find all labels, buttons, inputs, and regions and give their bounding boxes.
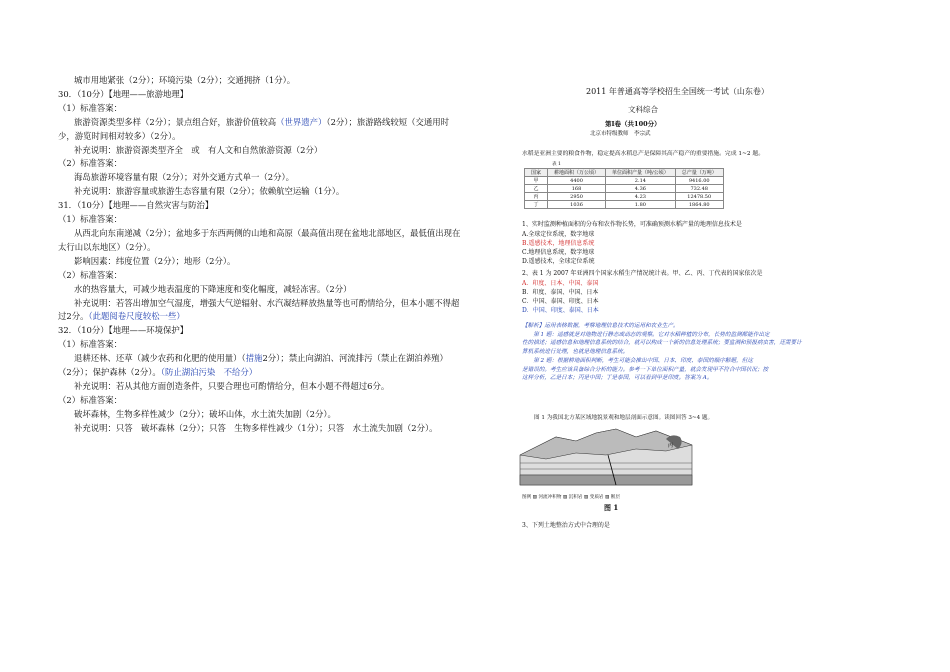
table-row — [525, 201, 724, 209]
table-caption: 表 1 — [552, 162, 561, 167]
table-header-row — [525, 169, 724, 177]
question-intro: 水稻是亚洲主要的粮食作物，稳定提高水稻总产是保障其高产稳产的重要措施。完成 1~2 题。 — [522, 151, 764, 157]
answer-line: （1）标准答案： — [58, 214, 122, 225]
table-cell: 1864.80 — [675, 201, 723, 209]
highlight-note: （此题阅卷尺度较松一些） — [88, 311, 185, 322]
exam-title: 2011 年普通高等学校招生全国统一考试（山东卷） — [586, 87, 769, 96]
q1-option-a: A.全球定位系统，数字地球 — [522, 231, 595, 238]
rice-table — [524, 168, 724, 209]
analysis-block — [522, 322, 802, 383]
answer-line: （2）标准答案： — [58, 394, 122, 405]
answer-line: 补充说明：旅游容量或旅游生态容量有限（2分）；依赖航空运输（1分）。 — [74, 186, 345, 197]
figure-label: 图 1 — [604, 503, 619, 512]
question-2: 2、表 1 为 2007 年亚洲四个国家水稻生产情况统计表。甲、乙、丙、丁代表的国家依次是 — [522, 270, 763, 277]
q1-option-b: B.遥感技术，地理信息系统 — [522, 240, 595, 247]
exam-subtitle: 文科综合 — [628, 105, 658, 114]
answer-line: 32．（10分）【地理——环境保护】 — [58, 325, 189, 336]
highlight-note: （防止湖泊污染 不给分） — [160, 367, 258, 378]
table-header: 国家 — [525, 169, 548, 177]
answer-line: 城市用地紧张（2分）；环境污染（2分）；交通拥挤（1分）。 — [74, 75, 296, 85]
answer-line: 退耕还林、还草（减少农药和化肥的使用量）（措施2分）；禁止向湖泊、河流排污（禁止在湖泊养殖） — [74, 353, 448, 364]
table-header: 耕地面积（万公顷） — [548, 169, 606, 177]
analysis-line: 第 1 题：遥感就是对地物进行静态或动态的观察。它对水稻种植的分布，长势的监测都能作出定 — [522, 331, 770, 338]
q1-option-c: C.地理信息系统，数字地球 — [522, 249, 595, 256]
highlight-note: 措施 — [245, 353, 263, 364]
q2-option-c: C．中国、泰国、印度、日本 — [522, 298, 599, 305]
answer-line: 30．（10分）【地理——旅游地理】 — [58, 88, 189, 99]
table-cell: 甲 — [525, 177, 548, 185]
table-row — [525, 185, 724, 193]
section-title: 第Ⅰ卷（共100分） — [605, 120, 661, 128]
answer-line: （2）标准答案： — [58, 269, 122, 280]
answer-line: 从西北向东南递减（2分）；盆地多于东西两侧的山地和高原（最高值出现在盆地北部地区，最低值出现在 — [74, 227, 461, 238]
analysis-line: 这样分析，乙是日本；丙是中国；丁是泰国，可以看到甲是印度。答案为 A。 — [522, 375, 713, 382]
answer-line: 破坏森林，生物多样性减少（2分）；破坏山体，水土流失加剧（2分）。 — [74, 408, 336, 419]
table-cell: 12478.50 — [675, 193, 723, 201]
answer-line: （1）标准答案： — [58, 339, 122, 350]
left-answer-column — [58, 74, 478, 436]
answer-line: 影响因素：纬度位置（2分）；地形（2分）。 — [74, 255, 236, 266]
table-cell: 乙 — [525, 185, 548, 193]
answer-line: （1）标准答案： — [58, 102, 122, 113]
answer-line: 补充说明：若从其他方面创造条件，只要合理也可酌情给分，但本小题不得超过6分。 — [74, 380, 390, 391]
analysis-line: 是错误的。考生应该具备综合分析的能力。参考一下单位面积产量，就会发现甲不符合中国状况；按 — [522, 366, 769, 373]
table-cell: 丁 — [525, 201, 548, 209]
answer-line: 31．（10分）【地理——自然灾害与防治】 — [58, 200, 214, 211]
answer-line: 过2分。（此题阅卷尺度较松一些） — [58, 311, 185, 322]
table-cell: 4.23 — [606, 193, 676, 201]
analysis-line: 第 2 题：根据耕地面积判断，考生可能会推出中国、日本、印度、泰国的顺序解题，但这 — [522, 357, 753, 364]
figure-intro: 图 1 为我国北方某区域地貌景观和地层剖面示意图。读图回答 3~4 题。 — [534, 415, 714, 421]
table-cell: 732.48 — [675, 185, 723, 193]
answer-line: 补充说明：旅游资源类型齐全 或 有人文和自然旅游资源（2分） — [74, 144, 323, 155]
answer-line: 补充说明：若答出增加空气湿度，增强大气逆辐射、水汽凝结释放热量等也可酌情给分，但本小题不得超 — [74, 297, 460, 308]
answer-line: 水的热容量大，可减少地表温度的下降速度和变化幅度，减轻冻害。（2分） — [74, 283, 352, 294]
analysis-line: 性的描述；遥感信息和地理信息系统的结合，就可以构成一个新的信息处理系统；要监测和预报病虫害，还需要计 — [522, 340, 802, 347]
table-cell: 168 — [548, 185, 606, 193]
label-bing: 丙 — [668, 443, 674, 449]
table-cell: 4400 — [548, 177, 606, 185]
highlight-note: （世界遗产） — [276, 116, 327, 127]
table-cell: 4.36 — [606, 185, 676, 193]
table-cell: 2.14 — [606, 177, 676, 185]
author-line: 北京市特级教师 李宗武 — [590, 131, 651, 137]
figure-legend: 图例 ▨ 河流冲积物 ▨ 沉积岩 ▨ 变质岩 ▨ 断层 — [522, 495, 620, 500]
q2-option-b: B．印度、泰国、中国、日本 — [522, 289, 599, 296]
question-3: 3、下列土地整治方式中合理的是 — [522, 522, 610, 529]
table-row — [525, 177, 724, 185]
table-header: 单位面积产量（吨/公顷） — [606, 169, 676, 177]
q1-option-d: D.遥感技术，全球定位系统 — [522, 258, 595, 265]
question-1: 1、实时监测种植面积的分布和农作物长势，可准确预测水稻产量的地理信息技术是 — [522, 221, 742, 228]
answer-line: 太行山以东地区）（2分）。 — [58, 241, 156, 252]
table-cell: 2950 — [548, 193, 606, 201]
answer-line: （2分）；保护森林（2分）。（防止湖泊污染 不给分） — [58, 367, 258, 378]
answer-line: 补充说明：只答 破坏森林（2分）；只答 生物多样性减少（1分）；只答 水土流失加剧（2分）。 — [74, 422, 438, 433]
q2-option-a: A．印度、日本、中国、泰国 — [522, 280, 599, 287]
table-cell: 1.80 — [606, 201, 676, 209]
table-cell: 9416.00 — [675, 177, 723, 185]
answer-line: 旅游资源类型多样（2分）；景点组合好，旅游价值较高（世界遗产）（2分）；旅游路线较短（交通用时 — [74, 116, 449, 127]
analysis-line: 【解析】运用表格数据，考察地理信息技术的运用和农业生产。 — [522, 323, 679, 329]
q2-option-d: D．中国、印度、泰国、日本 — [522, 307, 599, 314]
table-cell: 丙 — [525, 193, 548, 201]
landform-diagram — [516, 425, 696, 493]
table-header: 总产量（万吨） — [675, 169, 723, 177]
answer-line: 少，游览时间相对较多）（2分）。 — [58, 130, 181, 141]
table-cell: 1036 — [548, 201, 606, 209]
answer-line: 海岛旅游环境容量有限（2分）；对外交通方式单一（2分）。 — [74, 172, 295, 183]
table-row — [525, 193, 724, 201]
analysis-line: 算机系统进行处理，也就是地理信息系统。 — [522, 349, 629, 356]
answer-line: （2）标准答案： — [58, 158, 122, 169]
